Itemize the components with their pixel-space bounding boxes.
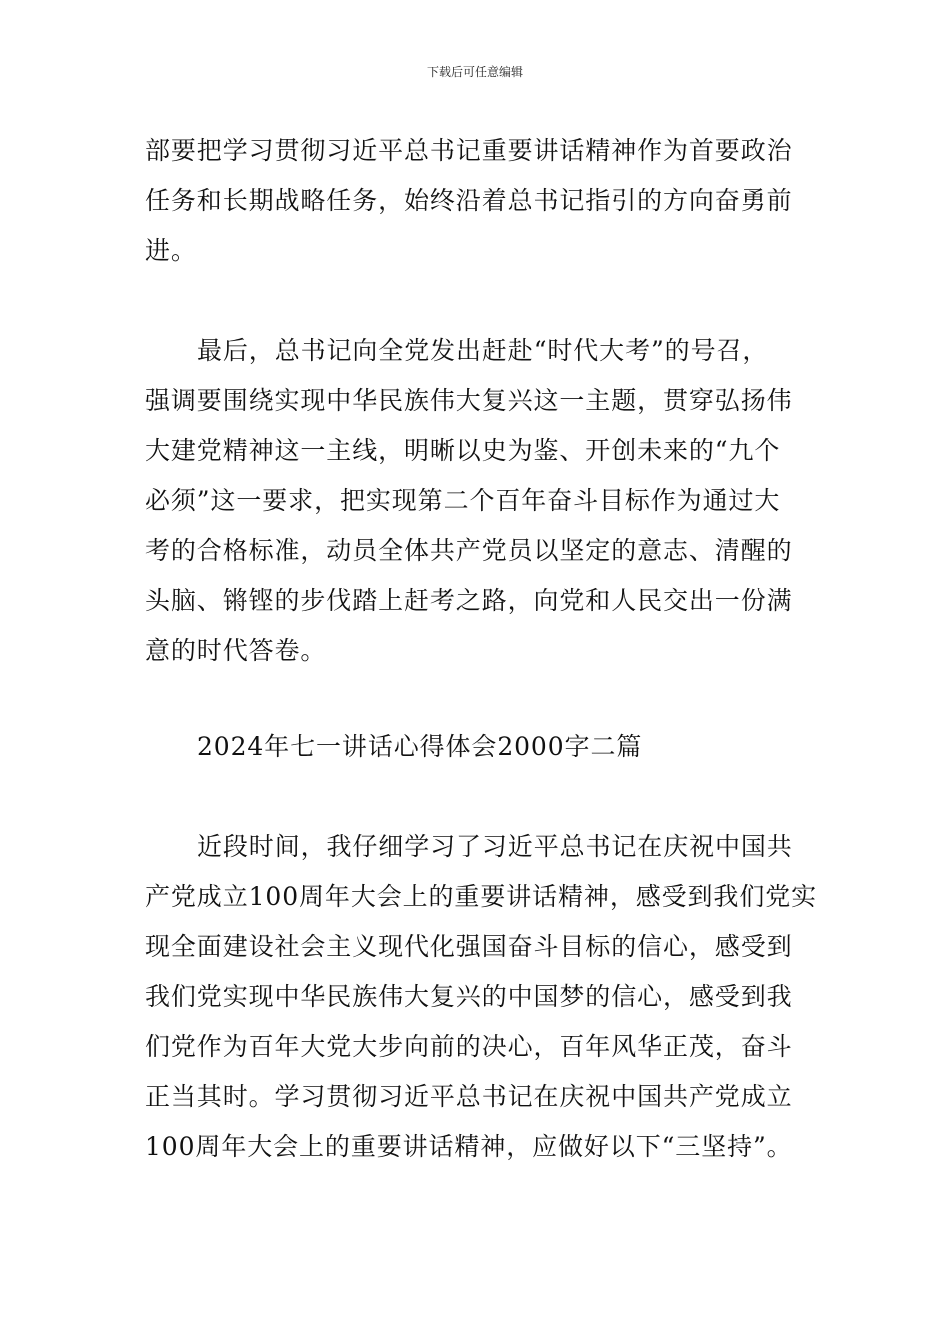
- page-header-note: 下载后可任意编辑: [426, 65, 523, 79]
- body-line: 正当其时。学习贯彻习近平总书记在庆祝中国共产党成立: [145, 1082, 793, 1111]
- body-line: 我们党实现中华民族伟大复兴的中国梦的信心，感受到我: [145, 982, 793, 1011]
- body-line: 强调要围绕实现中华民族伟大复兴这一主题，贯穿弘扬伟: [145, 386, 793, 415]
- body-line: 产党成立100周年大会上的重要讲话精神，感受到我们党实: [145, 882, 818, 911]
- body-line: 必须”这一要求，把实现第二个百年奋斗目标作为通过大: [145, 486, 781, 515]
- body-line: 们党作为百年大党大步向前的决心，百年风华正茂，奋斗: [145, 1032, 793, 1061]
- body-line: 任务和长期战略任务，始终沿着总书记指引的方向奋勇前: [145, 186, 793, 215]
- body-line: 考的合格标准，动员全体共产党员以坚定的意志、清醒的: [145, 536, 793, 565]
- body-line: 现全面建设社会主义现代化强国奋斗目标的信心，感受到: [145, 932, 793, 961]
- body-line: 头脑、锵铿的步伐踏上赶考之路，向党和人民交出一份满: [145, 586, 793, 615]
- body-line: 最后，总书记向全党发出赶赴“时代大考”的号召，: [197, 336, 769, 365]
- body-line: 进。: [145, 236, 197, 265]
- body-line: 近段时间，我仔细学习了习近平总书记在庆祝中国共: [197, 832, 793, 861]
- section-heading: 2024年七一讲话心得体会2000字二篇: [197, 732, 643, 761]
- body-line: 部要把学习贯彻习近平总书记重要讲话精神作为首要政治: [145, 136, 793, 165]
- body-line: 意的时代答卷。: [145, 636, 327, 665]
- body-line: 100周年大会上的重要讲话精神，应做好以下“三坚持”。: [145, 1132, 793, 1161]
- body-line: 大建党精神这一主线，明晰以史为鉴、开创未来的“九个: [145, 436, 781, 465]
